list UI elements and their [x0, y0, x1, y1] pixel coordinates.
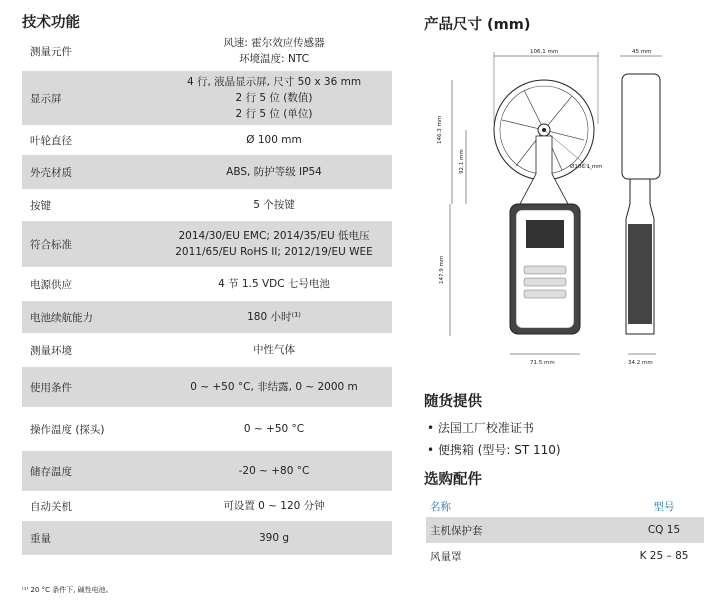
spec-row — [22, 451, 392, 491]
spec-value: 5 个按键 — [253, 199, 295, 211]
spec-label: 电池续航能力 — [30, 311, 93, 324]
supplied-list — [427, 417, 561, 461]
spec-value: 风速: 霍尔效应传感器 环境温度: NTC — [223, 37, 325, 65]
accessory-model: CQ 15 — [647, 524, 681, 536]
supplied-title: 随货提供 — [424, 394, 482, 410]
header-name: 名称 — [430, 500, 451, 513]
spec-row — [22, 155, 392, 189]
spec-value: ABS, 防护等级 IP54 — [226, 166, 322, 178]
spec-value: -20 ~ +80 °C — [238, 465, 310, 477]
accessory-model: K 25 – 85 — [639, 550, 689, 562]
spec-value: 中性气体 — [253, 344, 295, 356]
header-model: 型号 — [653, 500, 675, 513]
accessory-name: 风量罩 — [430, 550, 462, 563]
spec-value: Ø 100 mm — [246, 134, 302, 146]
accessory-name: 主机保护套 — [430, 524, 483, 537]
spec-label: 储存温度 — [30, 465, 72, 478]
spec-label: 显示屏 — [30, 92, 62, 105]
accessories-table — [426, 495, 704, 569]
spec-row — [22, 31, 392, 71]
spec-label: 使用条件 — [30, 381, 72, 394]
spec-label: 符合标准 — [30, 238, 72, 251]
accessory-row — [426, 543, 704, 569]
spec-table — [22, 31, 392, 555]
head-height-label: 146.3 mm — [437, 115, 443, 144]
spec-label: 自动关机 — [30, 500, 72, 513]
spec-value: 0 ~ +50 °C — [243, 423, 305, 435]
accessory-row — [426, 517, 704, 543]
spec-row — [22, 221, 392, 267]
spec-label: 测量元件 — [30, 45, 72, 58]
dimension-drawing — [432, 44, 712, 369]
dims-title: 产品尺寸 (mm) — [424, 17, 531, 33]
bottom-width-label: 71.5 mm — [530, 360, 555, 366]
side-bottom-label: 34.2 mm — [628, 360, 653, 366]
spec-row — [22, 301, 392, 333]
spec-label: 测量环境 — [30, 344, 72, 357]
spec-label: 操作温度 (探头) — [30, 423, 105, 436]
instrument-body — [510, 204, 580, 334]
supplied-item: • 法国工厂校准证书 — [427, 417, 561, 439]
spec-row — [22, 189, 392, 221]
spec-value: 0 ~ +50 °C, 非结露, 0 ~ 2000 m — [190, 381, 358, 393]
spec-value: 180 小时⁽¹⁾ — [247, 311, 301, 323]
accessories-header — [426, 495, 704, 517]
spec-value: 2014/30/EU EMC; 2014/35/EU 低电压 2011/65/EU RoHS II; 2012/19/EU WEE — [175, 230, 373, 258]
spec-row — [22, 333, 392, 367]
spec-value: 4 节 1.5 VDC 七号电池 — [218, 278, 330, 290]
footnote: ⁽¹⁾ 20 °C 条件下, 碱性电池。 — [22, 586, 113, 594]
top-width-label: 106.1 mm — [530, 49, 559, 55]
spec-row — [22, 267, 392, 301]
supplied-item: • 便携箱 (型号: ST 110) — [427, 439, 561, 461]
left-dims — [437, 80, 466, 336]
spec-value: 4 行, 液晶显示屏, 尺寸 50 x 36 mm 2 行 5 位 (数值) 2 行 5 位 (单位) — [186, 76, 362, 120]
side-view — [620, 49, 662, 366]
spec-row — [22, 367, 392, 407]
spec-label: 重量 — [30, 532, 51, 545]
diameter-label: Ø106.1 mm — [570, 164, 603, 170]
spec-label: 叶轮直径 — [30, 134, 72, 147]
spec-row — [22, 71, 392, 125]
side-width-label: 45 mm — [632, 49, 652, 55]
spec-row — [22, 491, 392, 521]
accessories-title: 选购配件 — [424, 472, 482, 488]
body-height-label: 147.9 mm — [439, 255, 445, 284]
spec-title: 技术功能 — [22, 15, 80, 31]
spec-row — [22, 407, 392, 451]
spec-row — [22, 521, 392, 555]
spec-label: 外壳材质 — [30, 166, 72, 179]
half-height-label: 92.1 mm — [459, 149, 465, 174]
spec-label: 电源供应 — [30, 278, 72, 291]
spec-value: 390 g — [258, 532, 290, 544]
spec-row — [22, 125, 392, 155]
spec-value: 可设置 0 ~ 120 分钟 — [223, 500, 325, 512]
spec-label: 按键 — [30, 199, 51, 212]
